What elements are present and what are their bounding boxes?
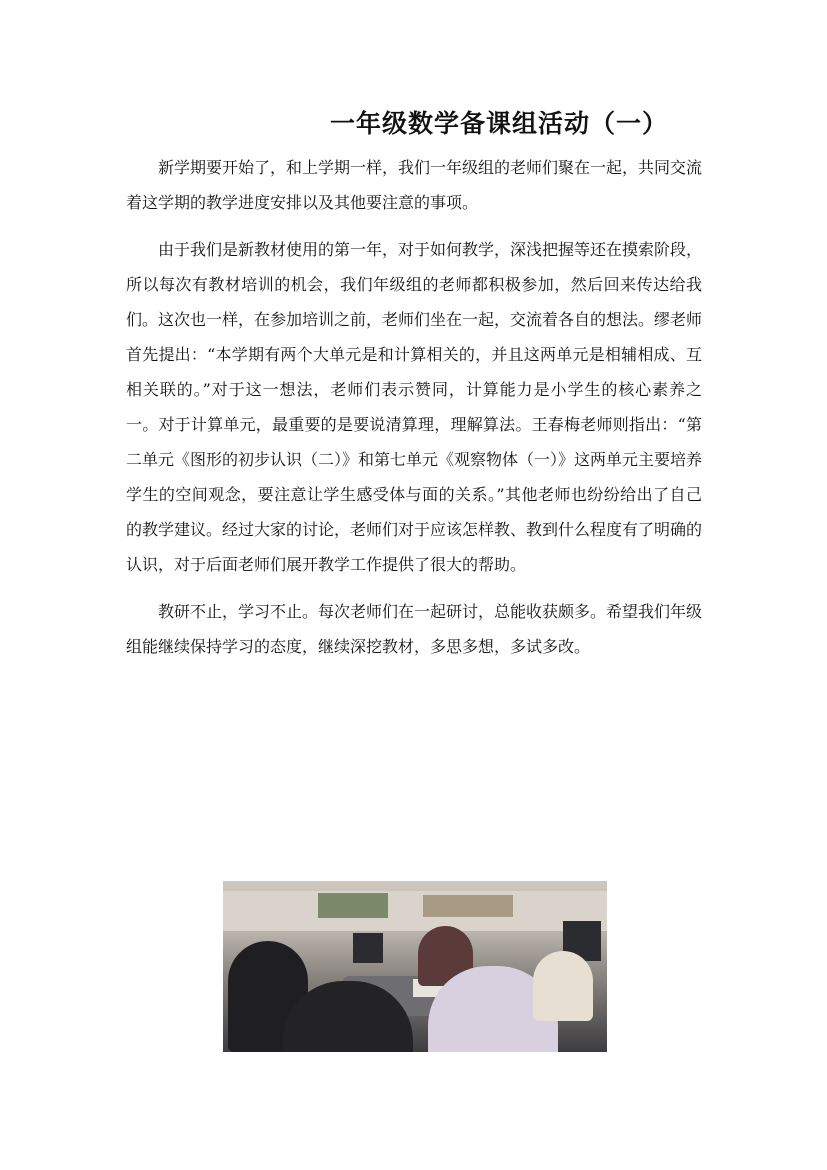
photo-books-2	[423, 895, 513, 917]
photo-person-far-right	[533, 951, 593, 1021]
photo-monitor	[353, 933, 383, 963]
page-title: 一年级数学备课组活动（一）	[330, 109, 669, 138]
paragraph-1: 新学期要开始了，和上学期一样，我们一年级组的老师们聚在一起，共同交流着这学期的教学进度安排以及其他要注意的事项。	[126, 158, 703, 212]
paragraph-2: 由于我们是新教材使用的第一年，对于如何教学，深浅把握等还在摸索阶段，所以每次有教材培训的机会，我们年级组的老师都积极参加，然后回来传达给我们。这次也一样，在参加培训之前，老师们坐在一起，交流着各自的想法。缪老师首先提出：“本学期有两个大单元是和计算相关的，并且这两单元是相辅相成、互相关联的。”对于这一想法，老师们表示赞同，计算能力是小学生的核心素养之一。对于计算单元，最重要的是要说清算理，理解算法。王春梅老师则指出：“第二单元《图形的初步认识（二）》和第七单元《观察物体（一）》这两单元主要培养学生的空间观念，要注意让学生感受体与面的关系。”其他老师也纷纷给出了自己的教学建议。经过大家的讨论，老师们对于应该怎样教、教到什么程度有了明确的认识，对于后面老师们展开教学工作提供了很大的帮助。	[126, 240, 703, 574]
meeting-photo	[223, 881, 607, 1052]
article-body	[126, 150, 702, 676]
paragraph-3: 教研不止，学习不止。每次老师们在一起研讨，总能收获颇多。希望我们年级组能继续保持学习的态度，继续深挖教材，多思多想，多试多改。	[126, 602, 703, 656]
photo-shelf	[223, 891, 607, 931]
photo-books	[318, 893, 388, 918]
